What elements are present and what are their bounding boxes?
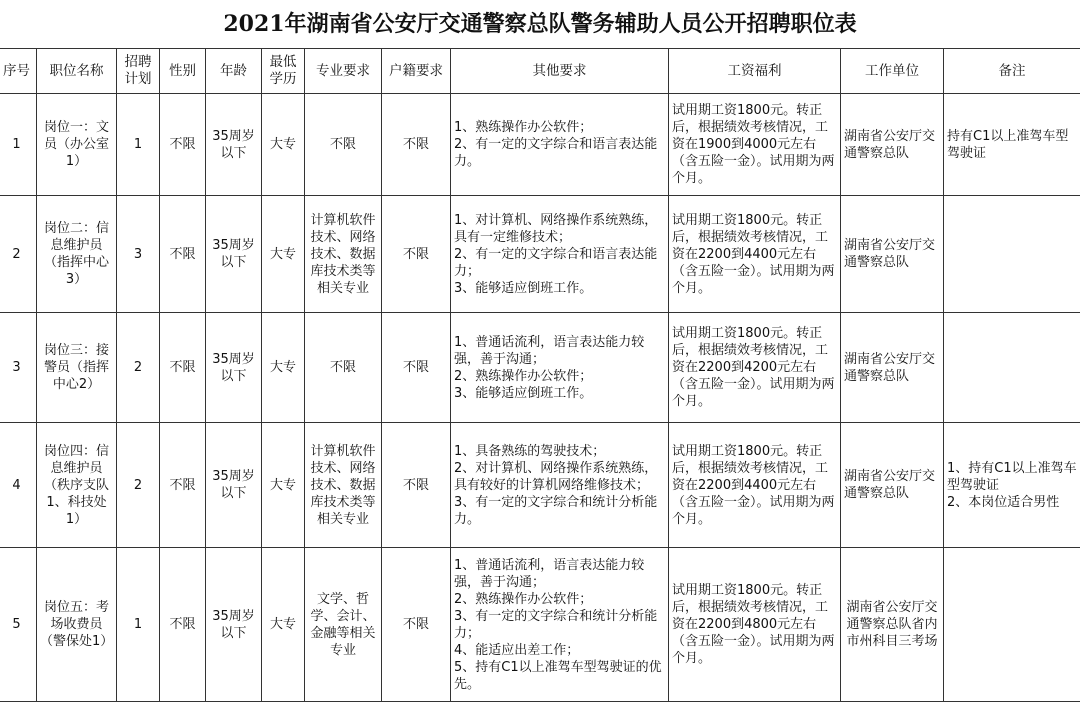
cell-other: 1、熟练操作办公软件； 2、有一定的文字综合和语言表达能力。 [451,94,669,196]
cell-count: 2 [117,313,160,423]
header-unit: 工作单位 [841,49,944,94]
table-row [0,94,1080,196]
cell-age: 35周岁以下 [206,313,262,423]
header-education: 最低学历 [262,49,305,94]
cell-unit: 湖南省公安厅交通警察总队省内市州科目三考场 [841,548,944,702]
header-hukou: 户籍要求 [382,49,451,94]
cell-age: 35周岁以下 [206,548,262,702]
table-row [0,548,1080,702]
header-no: 序号 [0,49,37,94]
header-other: 其他要求 [451,49,669,94]
cell-hukou: 不限 [382,313,451,423]
cell-salary: 试用期工资1800元。转正后，根据绩效考核情况，工资在2200到4200元左右（含五险一金）。试用期为两个月。 [669,313,841,423]
cell-unit: 湖南省公安厅交通警察总队 [841,94,944,196]
cell-gender: 不限 [160,313,206,423]
header-salary: 工资福利 [669,49,841,94]
cell-count: 1 [117,94,160,196]
cell-major: 计算机软件技术、网络技术、数据库技术类等相关专业 [305,196,382,313]
cell-major: 不限 [305,94,382,196]
cell-hukou: 不限 [382,423,451,548]
cell-position: 岗位四：信息维护员（秩序支队1、科技处1） [37,423,117,548]
cell-age: 35周岁以下 [206,196,262,313]
cell-gender: 不限 [160,423,206,548]
cell-salary: 试用期工资1800元。转正后，根据绩效考核情况，工资在2200到4800元左右（含五险一金）。试用期为两个月。 [669,548,841,702]
cell-other: 1、普通话流利，语言表达能力较强，善于沟通； 2、熟练操作办公软件； 3、有一定的文字综合和统计分析能力； 4、能适应出差工作； 5、持有C1以上准驾车型驾驶证的优先。 [451,548,669,702]
cell-age: 35周岁以下 [206,423,262,548]
cell-remark [944,313,1080,423]
cell-major: 计算机软件技术、网络技术、数据库技术类等相关专业 [305,423,382,548]
cell-no: 3 [0,313,37,423]
cell-remark: 持有C1以上准驾车型驾驶证 [944,94,1080,196]
cell-unit: 湖南省公安厅交通警察总队 [841,313,944,423]
cell-education: 大专 [262,423,305,548]
recruitment-table [0,48,1080,702]
cell-no: 2 [0,196,37,313]
cell-salary: 试用期工资1800元。转正后，根据绩效考核情况，工资在1900到4000元左右（含五险一金）。试用期为两个月。 [669,94,841,196]
header-count: 招聘计划 [117,49,160,94]
cell-hukou: 不限 [382,196,451,313]
header-gender: 性别 [160,49,206,94]
cell-other: 1、具备熟练的驾驶技术； 2、对计算机、网络操作系统熟练，具有较好的计算机网络维修技术； 3、有一定的文字综合和统计分析能力。 [451,423,669,548]
cell-no: 4 [0,423,37,548]
table-row [0,196,1080,313]
cell-hukou: 不限 [382,548,451,702]
cell-position: 岗位一：文员（办公室1） [37,94,117,196]
page-title: 2021年湖南省公安厅交通警察总队警务辅助人员公开招聘职位表 [223,11,857,37]
cell-hukou: 不限 [382,94,451,196]
cell-unit: 湖南省公安厅交通警察总队 [841,196,944,313]
header-major: 专业要求 [305,49,382,94]
cell-salary: 试用期工资1800元。转正后，根据绩效考核情况，工资在2200到4400元左右（含五险一金）。试用期为两个月。 [669,196,841,313]
cell-education: 大专 [262,548,305,702]
header-row [0,49,1080,94]
header-age: 年龄 [206,49,262,94]
cell-position: 岗位三：接警员（指挥中心2） [37,313,117,423]
cell-count: 1 [117,548,160,702]
cell-count: 3 [117,196,160,313]
cell-gender: 不限 [160,196,206,313]
header-remark: 备注 [944,49,1080,94]
cell-remark [944,196,1080,313]
cell-unit: 湖南省公安厅交通警察总队 [841,423,944,548]
cell-remark: 1、持有C1以上准驾车型驾驶证 2、本岗位适合男性 [944,423,1080,548]
cell-count: 2 [117,423,160,548]
cell-gender: 不限 [160,94,206,196]
header-position: 职位名称 [37,49,117,94]
cell-education: 大专 [262,196,305,313]
cell-salary: 试用期工资1800元。转正后，根据绩效考核情况，工资在2200到4400元左右（含五险一金）。试用期为两个月。 [669,423,841,548]
cell-other: 1、对计算机、网络操作系统熟练，具有一定维修技术； 2、有一定的文字综合和语言表达能力； 3、能够适应倒班工作。 [451,196,669,313]
cell-position: 岗位二：信息维护员（指挥中心3） [37,196,117,313]
cell-remark [944,548,1080,702]
cell-education: 大专 [262,94,305,196]
cell-education: 大专 [262,313,305,423]
cell-major: 不限 [305,313,382,423]
cell-other: 1、普通话流利，语言表达能力较强，善于沟通； 2、熟练操作办公软件； 3、能够适应倒班工作。 [451,313,669,423]
cell-age: 35周岁以下 [206,94,262,196]
table-row [0,423,1080,548]
cell-no: 1 [0,94,37,196]
cell-major: 文学、哲学、会计、金融等相关专业 [305,548,382,702]
cell-position: 岗位五：考场收费员（警保处1） [37,548,117,702]
cell-gender: 不限 [160,548,206,702]
cell-no: 5 [0,548,37,702]
table-row [0,313,1080,423]
